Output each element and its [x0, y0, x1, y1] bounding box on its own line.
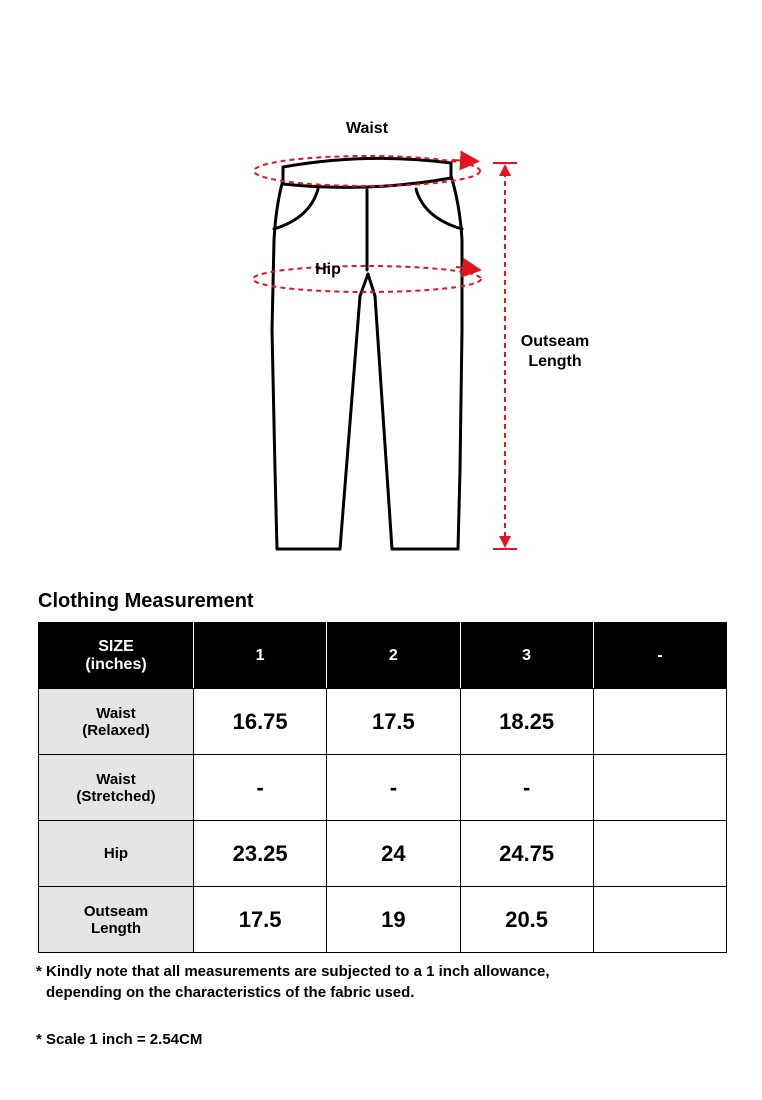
table-cell	[593, 821, 726, 887]
table-cell: 24	[327, 821, 460, 887]
row-label-line1: Waist	[96, 704, 136, 722]
waist-label: Waist	[345, 120, 389, 137]
table-row	[39, 755, 727, 821]
table-cell: 23.25	[194, 821, 327, 887]
section-title: Clothing Measurement	[38, 590, 254, 612]
table-cell: 17.5	[194, 887, 327, 953]
hip-label: Hip	[315, 261, 341, 278]
row-label-line1: Waist	[96, 770, 136, 788]
pants-outline	[272, 158, 462, 549]
allowance-note-line2: depending on the characteristics of the fabric used.	[46, 984, 415, 1001]
hip-arrow	[456, 267, 472, 269]
size-header-line1: SIZE	[98, 637, 134, 655]
right-leg-outline	[368, 176, 462, 549]
table-cell: -	[194, 755, 327, 821]
table-cell: -	[460, 755, 593, 821]
row-label-waist-relaxed	[39, 689, 194, 755]
measurement-table	[38, 622, 727, 953]
size-header	[39, 623, 194, 689]
table-row	[39, 821, 727, 887]
row-label-line2: (Stretched)	[76, 787, 156, 805]
table-cell: 18.25	[460, 689, 593, 755]
size-column-1: 1	[194, 623, 327, 689]
row-label-waist-stretched	[39, 755, 194, 821]
waist-arrow	[452, 160, 470, 161]
scale-note: * Scale 1 inch = 2.54CM	[36, 1031, 203, 1048]
row-label-hip	[39, 821, 194, 887]
table-cell	[593, 887, 726, 953]
row-label-line1: Outseam	[83, 902, 149, 920]
table-cell	[593, 689, 726, 755]
allowance-note-line1: * Kindly note that all measurements are subjected to a 1 inch allowance,	[36, 963, 550, 980]
left-leg-outline	[272, 180, 368, 549]
size-column-4: -	[593, 623, 726, 689]
row-label-line2: Length	[91, 919, 141, 937]
table-row	[39, 887, 727, 953]
size-header-line2: (inches)	[85, 655, 147, 673]
row-label-line1: Hip	[103, 845, 129, 862]
size-column-2: 2	[327, 623, 460, 689]
table-cell: 24.75	[460, 821, 593, 887]
table-cell: 16.75	[194, 689, 327, 755]
row-label-outseam-length	[39, 887, 194, 953]
table-header-row	[39, 623, 727, 689]
outseam-label-line2: Length	[528, 353, 582, 370]
allowance-note	[36, 961, 550, 1003]
table-row	[39, 689, 727, 755]
table-cell: -	[327, 755, 460, 821]
table-cell: 19	[327, 887, 460, 953]
outseam-length-label	[505, 332, 605, 372]
outseam-label-line1: Outseam	[520, 333, 590, 350]
table-cell: 17.5	[327, 689, 460, 755]
table-cell: 20.5	[460, 887, 593, 953]
table-cell	[593, 755, 726, 821]
row-label-line2: (Relaxed)	[82, 721, 150, 739]
size-column-3: 3	[460, 623, 593, 689]
